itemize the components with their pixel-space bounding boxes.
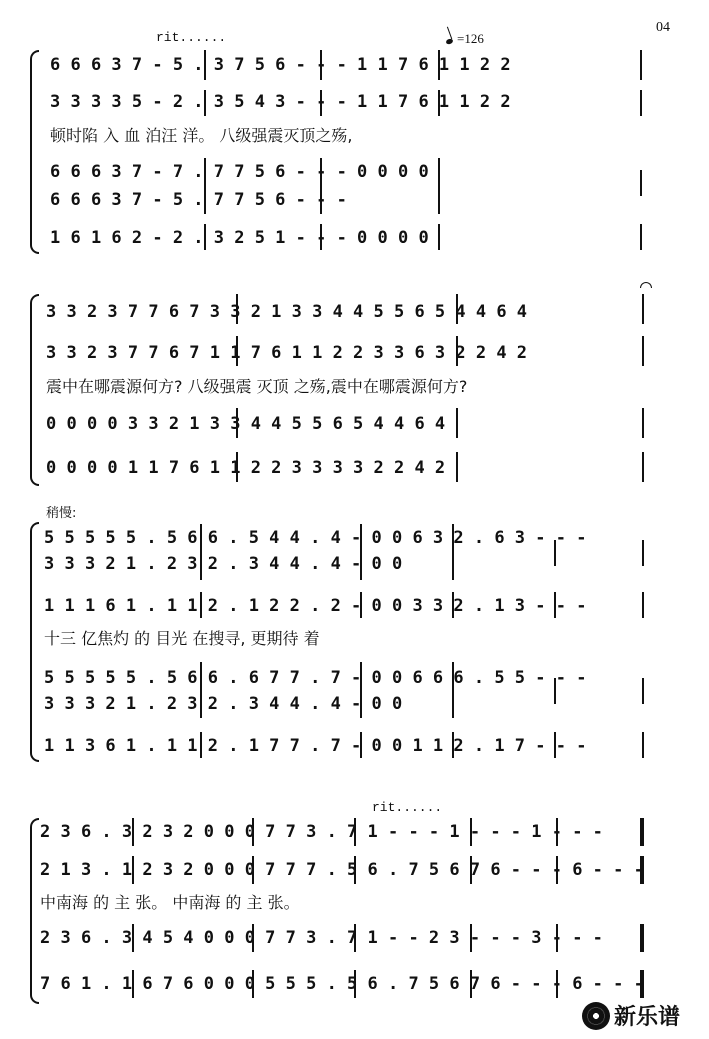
lyric-line: 震中在哪震源何方? 八级强震 灭顶 之殇,震中在哪震源何方?: [46, 377, 468, 396]
staff-row-soprano: 2 3 6 . 3 2 3 2 0 0 0 7 7 3 . 7 1 - - - 1 - - - 1 - - -: [40, 822, 603, 842]
barline: [642, 592, 644, 618]
staff-row-tenor: 5 5 5 5 5 . 5 6 6 . 6 7 7 . 7 - 0 0 6 6 6 . 5 5 - - -: [44, 668, 587, 688]
staff-row-tenor-2: 3 3 3 2 1 . 2 3 2 . 3 4 4 . 4 - 0 0: [44, 694, 403, 714]
barline: [642, 336, 644, 366]
tempo-change-marking: 稍慢:: [46, 506, 77, 521]
barline: [438, 224, 440, 250]
staff-row-bass: 0 0 0 0 1 1 7 6 1 1 2 2 3 3 3 3 2 2 4 2: [46, 458, 446, 478]
barline: [438, 158, 440, 214]
barline: [642, 732, 644, 758]
staff-row-tenor-2: 6 6 6 3 7 - 5 . 7 7 5 6 - - -: [50, 190, 347, 210]
barline: [642, 294, 644, 324]
staff-row-bass: 1 1 3 6 1 . 1 1 2 . 1 7 7 . 7 - 0 0 1 1 2 . 1 7 - - -: [44, 736, 587, 756]
staff-row-soprano-2: 3 3 3 2 1 . 2 3 2 . 3 4 4 . 4 - 0 0: [44, 554, 403, 574]
system-brace: [30, 50, 39, 254]
barline: [642, 540, 644, 566]
barline: [642, 408, 644, 438]
barline: [456, 452, 458, 482]
system-brace: [30, 522, 39, 762]
system-brace: [30, 818, 39, 1004]
rit-marking: rit......: [156, 30, 227, 45]
fermata-icon: [640, 282, 652, 288]
barline: [640, 224, 642, 250]
tempo-value: =126: [457, 31, 484, 46]
rit-marking: rit......: [372, 800, 443, 815]
lyric-line: 顿时陷 入 血 泊汪 洋。 八级强震灭顶之殇,: [50, 126, 353, 145]
staff-row-bass: 7 6 1 . 1 6 7 6 0 0 0 5 5 5 . 5 6 . 7 5 6 7 6 - - - 6 - - -: [40, 974, 644, 994]
barline: [642, 452, 644, 482]
final-barline: [640, 924, 644, 952]
staff-row-soprano: 3 3 2 3 7 7 6 7 3 3 2 1 3 3 4 4 5 5 6 5 4 4 6 4: [46, 302, 528, 322]
system-brace: [30, 294, 39, 486]
vinyl-disc-icon: [582, 1002, 610, 1030]
lyric-line: 中南海 的 主 张。 中南海 的 主 张。: [40, 893, 300, 912]
logo-text: 新乐谱: [614, 1005, 681, 1030]
staff-row-alto: 3 3 2 3 7 7 6 7 1 1 7 6 1 1 2 2 3 3 6 3 2 2 4 2: [46, 343, 528, 363]
staff-row-tenor: 6 6 6 3 7 - 7 . 7 7 5 6 - - - 0 0 0 0: [50, 162, 429, 182]
staff-row-alto: 3 3 3 3 5 - 2 . 3 5 4 3 - - - 1 1 7 6 1 1 2 2: [50, 92, 511, 112]
staff-row-alto: 1 1 1 6 1 . 1 1 2 . 1 2 2 . 2 - 0 0 3 3 2 . 1 3 - - -: [44, 596, 587, 616]
staff-row-alto: 2 1 3 . 1 2 3 2 0 0 0 7 7 7 . 5 6 . 7 5 6 7 6 - - - 6 - - -: [40, 860, 644, 880]
final-barline: [640, 818, 644, 846]
staff-row-soprano: 5 5 5 5 5 . 5 6 6 . 5 4 4 . 4 - 0 0 6 3 2 . 6 3 - - -: [44, 528, 587, 548]
barline: [640, 170, 642, 196]
barline: [456, 408, 458, 438]
staff-row-tenor: 2 3 6 . 3 4 5 4 0 0 0 7 7 3 . 7 1 - - 2 3 - - - 3 - - -: [40, 928, 603, 948]
staff-row-soprano: 6 6 6 3 7 - 5 . 3 7 5 6 - - - 1 1 7 6 1 1 2 2: [50, 55, 511, 75]
barline: [642, 678, 644, 704]
lyric-line: 十三 亿焦灼 的 目光 在搜寻, 更期待 着: [44, 629, 320, 648]
tempo-marking: [446, 31, 484, 47]
site-logo: [582, 1000, 680, 1031]
barline: [640, 50, 642, 80]
page-number: 04: [656, 20, 670, 35]
staff-row-tenor: 0 0 0 0 3 3 2 1 3 3 4 4 5 5 6 5 4 4 6 4: [46, 414, 446, 434]
barline: [640, 90, 642, 116]
staff-row-bass: 1 6 1 6 2 - 2 . 3 2 5 1 - - - 0 0 0 0: [50, 228, 429, 248]
quarter-note-icon: [445, 38, 453, 45]
